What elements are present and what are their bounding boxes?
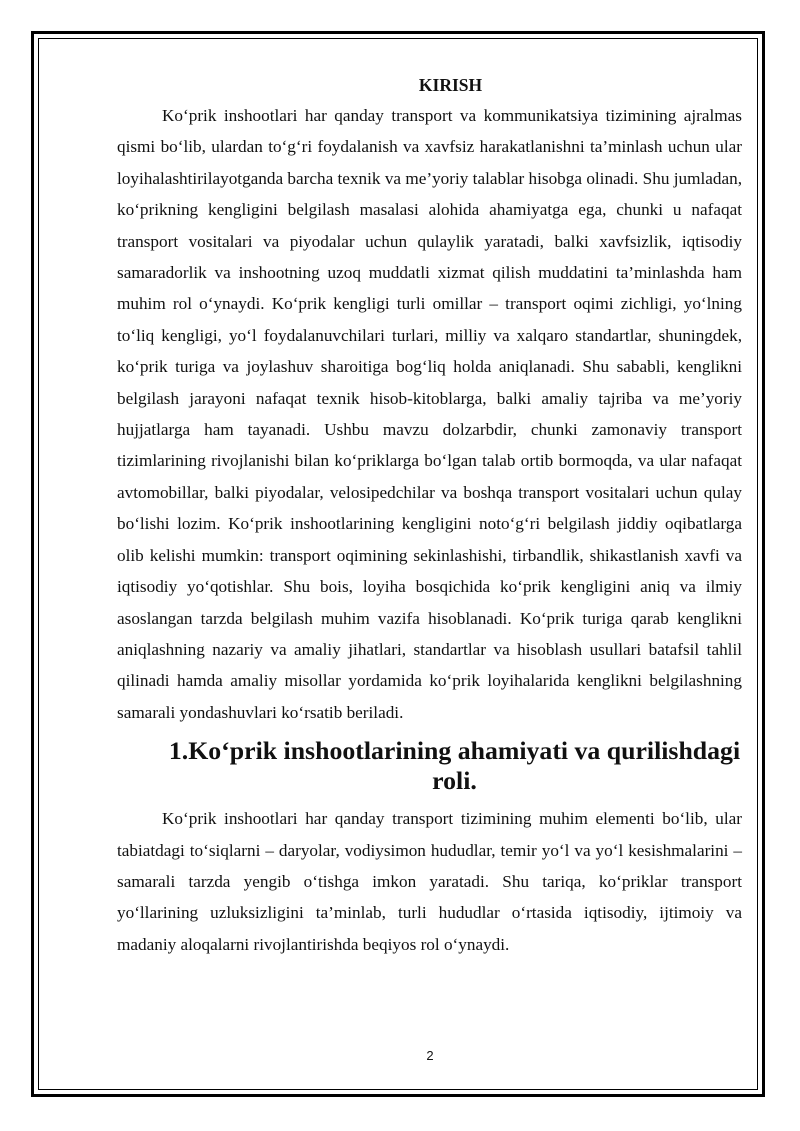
document-title: KIRISH [418,75,483,95]
page-number: 2 [426,1048,434,1063]
intro-paragraph: Ko‘prik inshootlari har qanday transport va kommunikatsiya tizimining ajralmas qismi bo‘lib, ulardan to‘g‘ri foydalanish va xavfsiz harakatlanishni ta’minlash uchun ular loyihalashtirilayotganda barcha texnik va me’yoriy talablar hisobga olinadi. Shu jumladan, ko‘prikning kengligini belgilash masalasi alohida ahamiyatga ega, chunki u nafaqat transport vositalari va piyodalar uchun qulaylik yaratadi, balki xavfsizlik, iqtisodiy samaradorlik va inshootning uzoq muddatli xizmat qilish muddatini ta’minlashda ham muhim rol o‘ynaydi. Ko‘prik kengligi turli omillar – transport oqimi zichligi, yo‘lning to‘liq kengligi, yo‘l foydalanuvchilari turlari, milliy va xalqaro standartlar, shuningdek, ko‘prik turiga va joylashuv sharoitiga bog‘liq holda aniqlanadi. Shu sababli, kenglikni belgilash jarayoni nafaqat texnik hisob-kitoblarga, balki amaliy tajriba va me’yoriy hujjatlarga ham tayanadi. Ushbu mavzu dolzarbdir, chunki zamonaviy transport tizimlarining rivojlanishi bilan ko‘priklarga bo‘lgan talab ortib bormoqda, va ular nafaqat avtomobillar, balki piyodalar, velosipedchilar va boshqa transport vositalari uchun qulay bo‘lishi lozim. Ko‘prik inshootlarining kengligini noto‘g‘ri belgilash jiddiy oqibatlarga olib kelishi mumkin: transport oqimining sekinlashishi, tirbandlik, shikastlanish xavfi va iqtisodiy yo‘qotishlar. Shu bois, loyiha bosqichida ko‘prik kengligini aniq va ilmiy asoslangan tarzda belgilash muhim vazifa hisoblanadi. Ko‘prik turiga qarab kenglikni aniqlashning nazariy va amaliy jihatlari, standartlar va hisoblash usullari batafsil tahlil qilinadi hamda amaliy misollar yordamida ko‘prik loyihalarida kenglikni belgilashning samarali yondashuvlari ko‘rsatib beriladi. [117,106,742,722]
section-heading: 1.Ko‘prik inshootlarining ahamiyati va qurilishdagi roli. [168,736,741,796]
document-body [117,70,742,960]
section-paragraph: Ko‘prik inshootlari har qanday transport tizimining muhim elementi bo‘lib, ular tabiatdagi to‘siqlarni – daryolar, vodiysimon hududlar, temir yo‘l va yo‘l kesishmalarini – samarali tarzda yengib o‘tishga imkon yaratadi. Shu tariqa, ko‘priklar transport yo‘llarining uzluksizligini ta’minlab, turli hududlar o‘rtasida iqtisodiy, ijtimoiy va madaniy aloqalarni rivojlantirishda beqiyos rol o‘ynaydi. [117,809,742,954]
